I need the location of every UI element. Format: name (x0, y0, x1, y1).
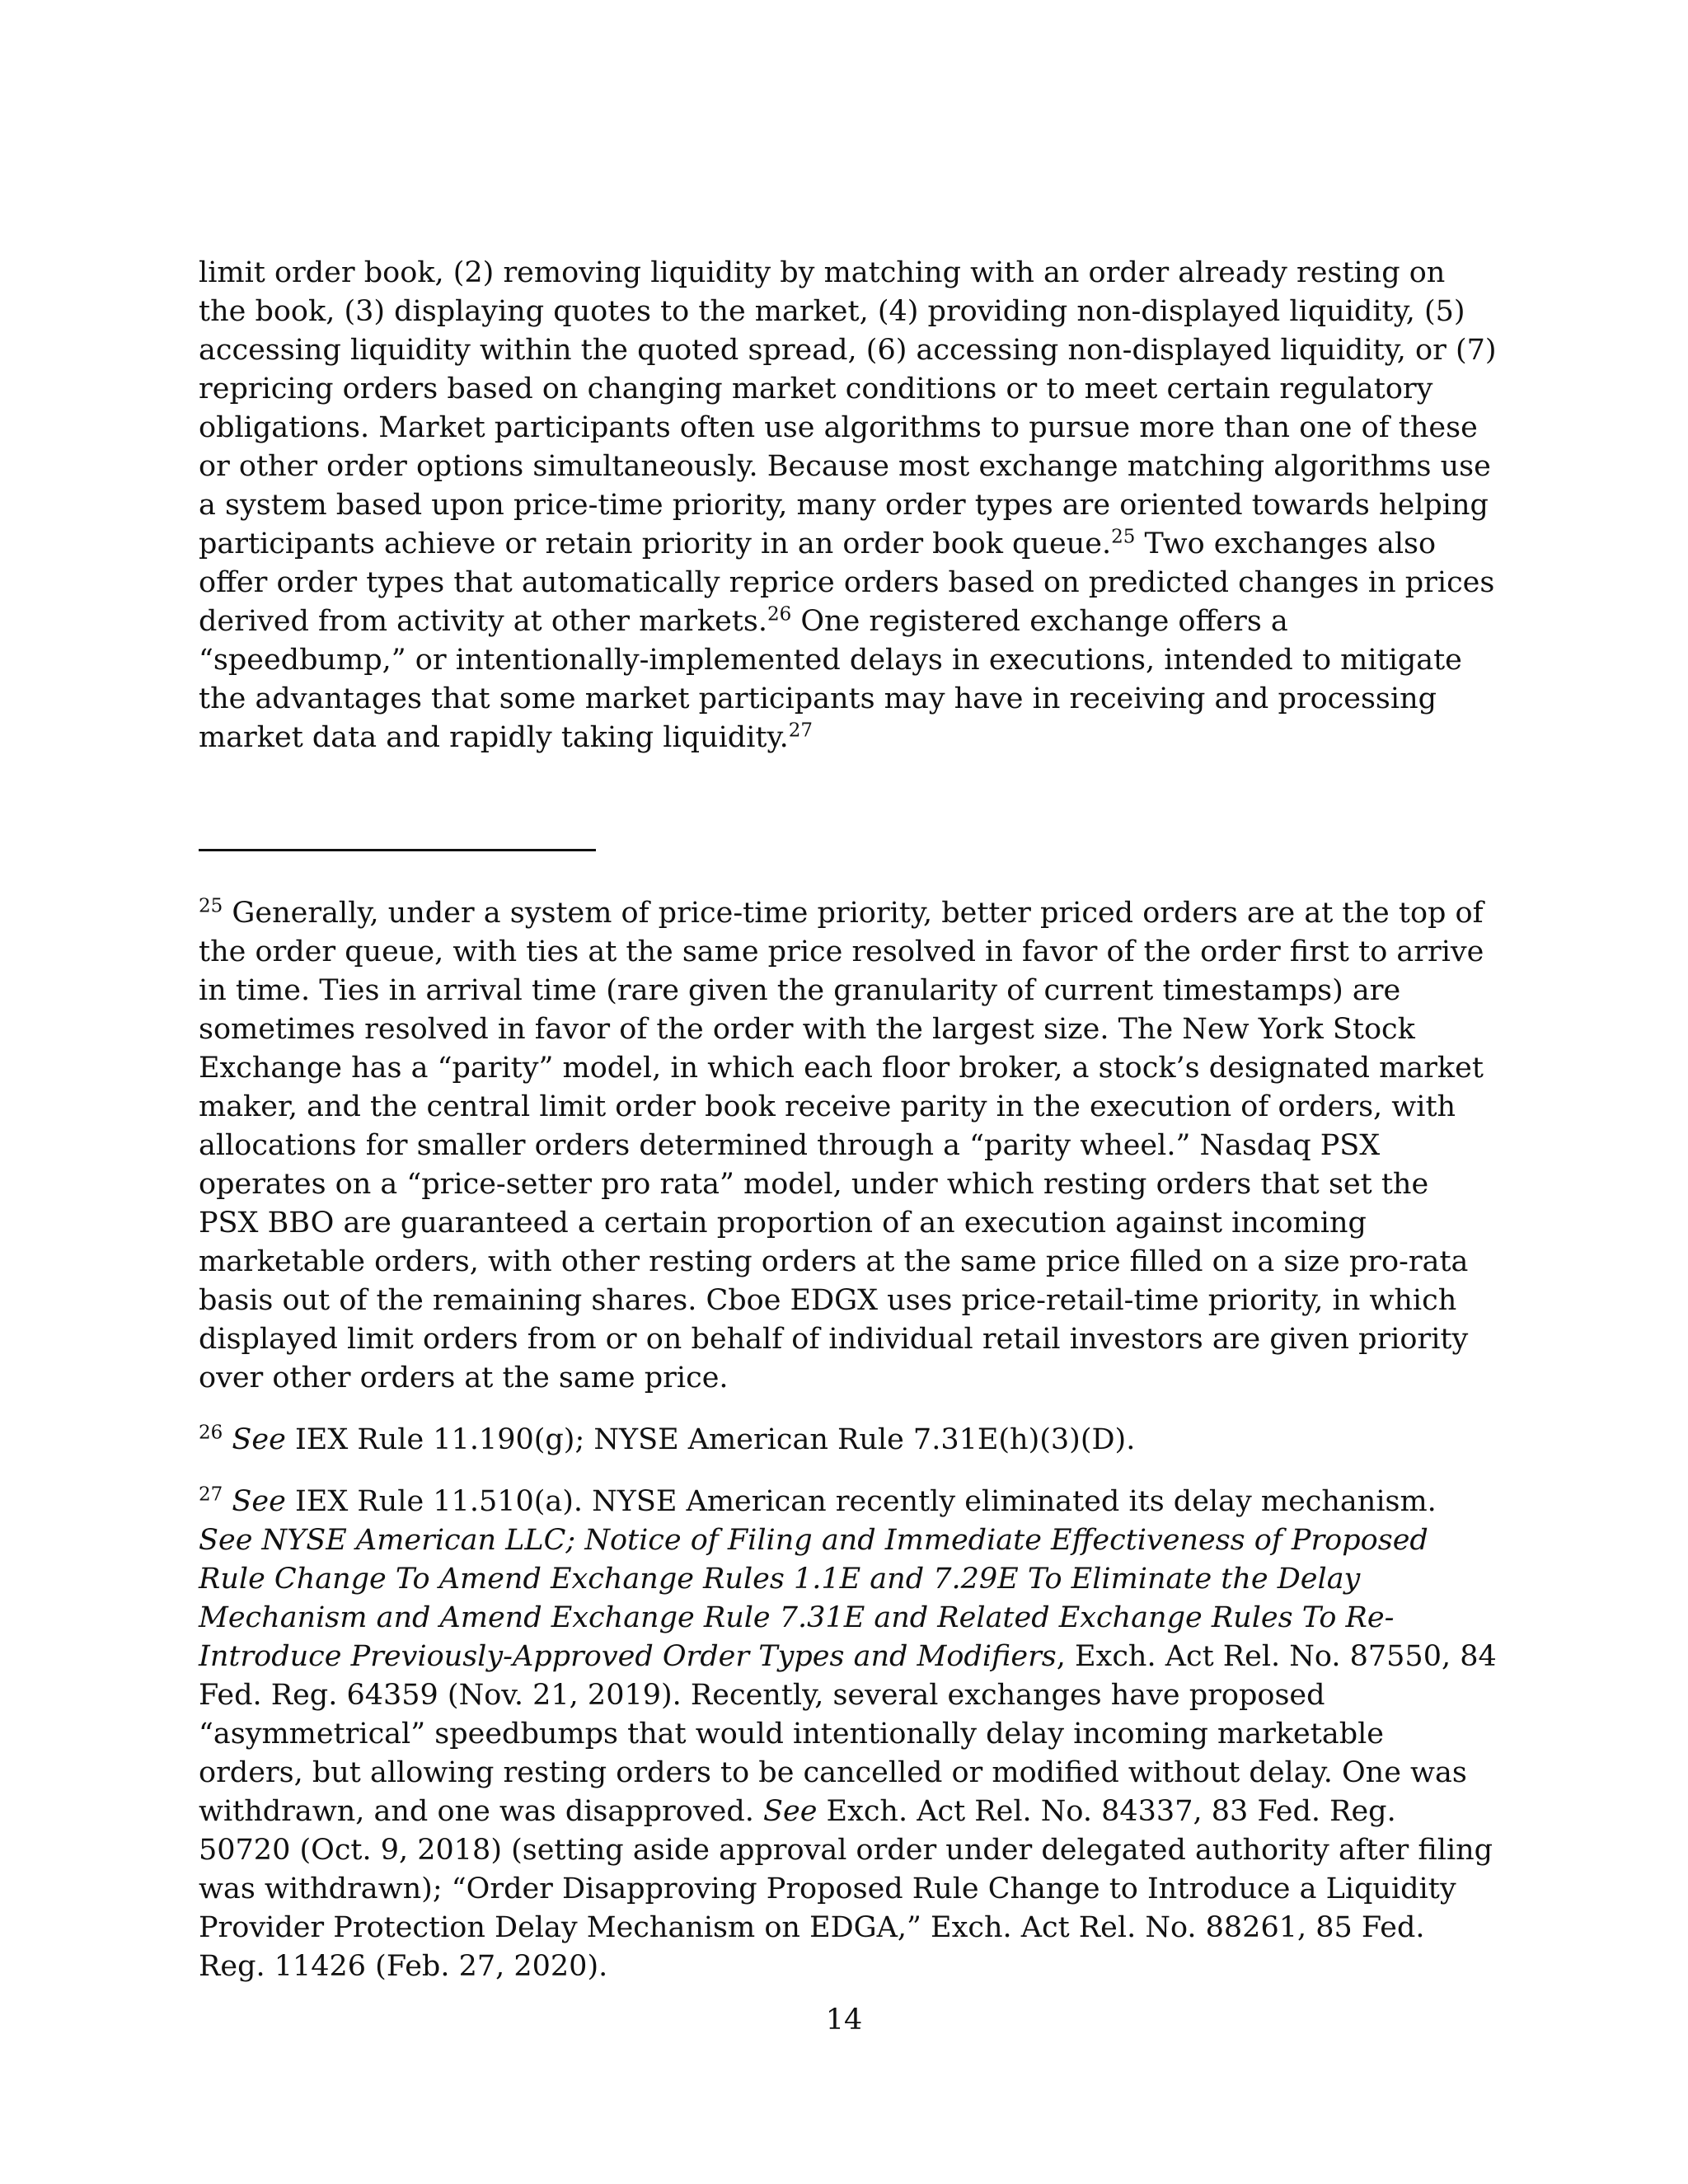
body-text-part-3: One registered exchange offers a “speedbump,” or intentionally-implemented delays in executions, intended to mitigate the advantages that some market participants may have in receiving and processing market data and rapidly taking liquidity. (199, 605, 1462, 754)
footnotes-section (199, 894, 1497, 2009)
body-text-part-1: limit order book, (2) removing liquidity by matching with an order already resting on the book, (3) displaying quotes to the market, (4) providing non-displayed liquidity, (5) accessing liquidity within the quoted spread, (6) accessing non-displayed liquidity, or (7) repricing orders based on changing market conditions or to meet certain regulatory obligations. Market participants often use algorithms to pursue more than one of these or other order options simultaneously. Because most exchange matching algorithms use a system based upon price-time priority, many order types are oriented towards helping participants achieve or retain priority in an order book queue. (199, 256, 1497, 560)
body-text-part-2: Two exchanges also offer order types that automatically reprice orders based on predicted changes in prices derived from activity at other markets. (199, 527, 1495, 638)
footnote-mark: 25 (199, 895, 223, 917)
footnote-ref-25[interactable]: 25 (1111, 526, 1136, 548)
footnote-signal-see: See (199, 1524, 253, 1557)
footnote-26 (199, 1421, 1497, 1460)
footnote-text: Generally, under a system of price-time priority, better priced orders are at the top of the order queue, with ties at the same price resolved in favor of the order first to arrive in time. Ties in arrival time (rare given the granularity of current timestamps) are sometimes resolved in favor of the order with the largest size. The New York Stock Exchange has a “parity” model, in which each floor broker, a stock’s designated market maker, and the central limit order book receive parity in the execution of orders, with allocations for smaller orders determined through a “parity wheel.” Nasdaq PSX operates on a “price-setter pro rata” model, under which resting orders that set the PSX BBO are guaranteed a certain proportion of an execution against incoming marketable orders, with other resting orders at the same price filled on a size pro-rata basis out of the remaining shares. Cboe EDGX uses price-retail-time priority, in which displayed limit orders from or on behalf of individual retail investors are given priority over other orders at the same price. (199, 897, 1484, 1394)
footnote-signal-see: See (223, 1423, 286, 1456)
footnote-signal-see: See (763, 1795, 818, 1828)
footnote-ref-27[interactable]: 27 (788, 719, 813, 742)
footnote-ref-26[interactable]: 26 (767, 603, 792, 626)
footnote-separator (199, 849, 596, 851)
footnote-text: Exch. Act Rel. No. 84337, 83 Fed. Reg. 50720 (Oct. 9, 2018) (setting aside approval order under delegated authority after filing was withdrawn); “Order Disapproving Proposed Rule Change to Introduce a Liquidity Provider Protection Delay Mechanism on EDGA,” Exch. Act Rel. No. 88261, 85 Fed. Reg. 11426 (Feb. 27, 2020). (199, 1795, 1493, 1983)
footnote-signal-see: See (223, 1485, 286, 1518)
footnote-text: IEX Rule 11.510(a). NYSE American recently eliminated its delay mechanism. (285, 1485, 1437, 1518)
footnote-mark: 26 (199, 1422, 223, 1444)
footnote-27 (199, 1483, 1497, 1986)
body-paragraph (199, 254, 1497, 757)
page-number: 14 (825, 2004, 863, 2036)
footnote-text: , Exch. Act Rel. No. 87550, 84 Fed. Reg. 64359 (Nov. 21, 2019). Recently, several exchanges have proposed “asymmetrical” speedbumps that would intentionally delay incoming marketable orders, but allowing resting orders to be cancelled or modified without delay. One was withdrawn, and one was disapproved. (199, 1640, 1497, 1828)
footnote-25 (199, 894, 1497, 1398)
footnote-mark: 27 (199, 1483, 223, 1506)
footnote-text: IEX Rule 11.190(g); NYSE American Rule 7.31E(h)(3)(D). (285, 1423, 1136, 1456)
cited-release-title: NYSE American LLC; Notice of Filing and Immediate Effectiveness of Proposed Rule Change To Amend Exchange Rules 1.1E and 7.29E To Eliminate the Delay Mechanism and Amend Exchange Rule 7.31E and Related Exchange Rules To Re-Introduce Previously-Approved Order Types and Modifiers (199, 1524, 1428, 1673)
